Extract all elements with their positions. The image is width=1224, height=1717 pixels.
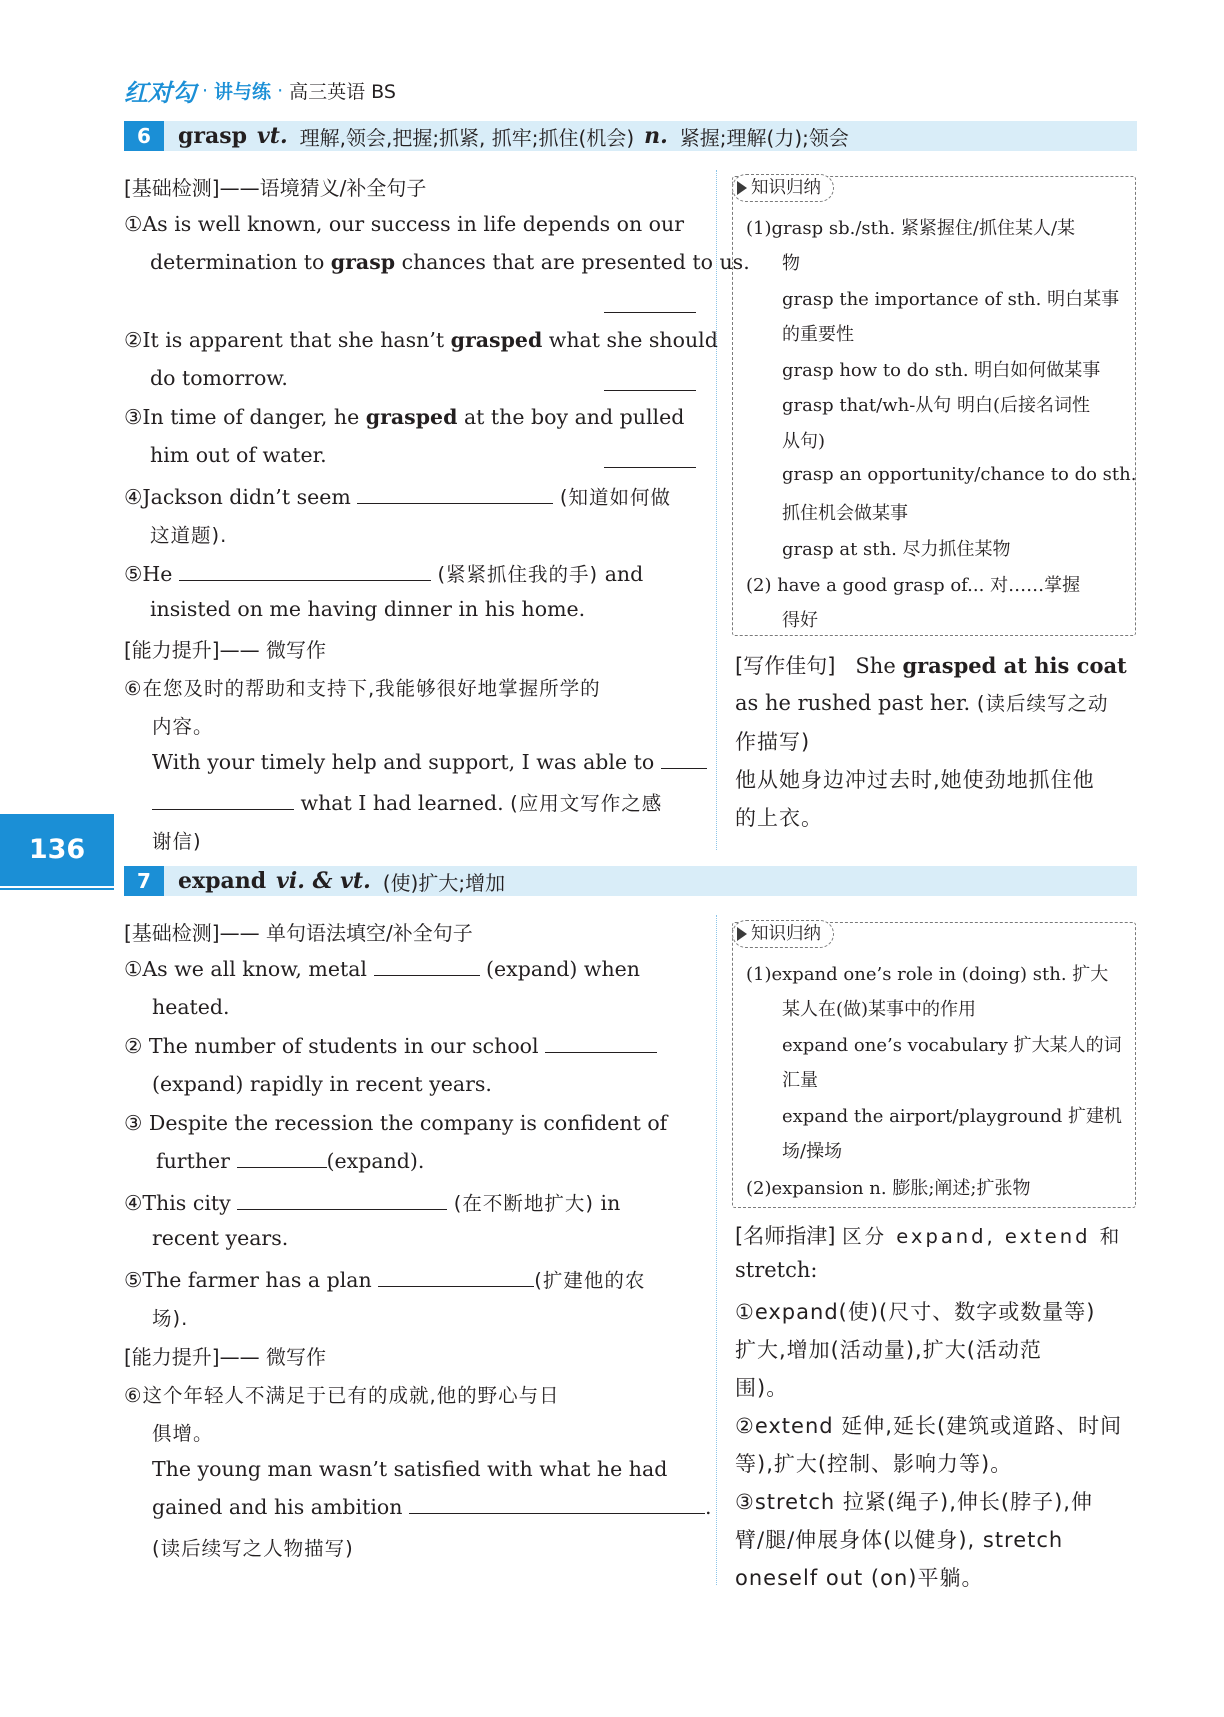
exercise-3-line-2: him out of water. [150,443,327,467]
writing-sentence-line-2: as he rushed past her. (读后续写之动 [735,691,1109,715]
exercise-6-line-2: 俱增。 [152,1422,214,1445]
answer-blank[interactable] [378,1268,534,1287]
knowledge-item: grasp that/wh-从句 明白(后接名词性 [782,395,1091,416]
answer-blank[interactable] [357,485,553,504]
writing-sentence-line-4: 他从她身边冲过去时,她使劲地抓住他 [735,768,1095,792]
writing-sentence-line-5: 的上衣。 [735,806,823,830]
knowledge-item: grasp how to do sth. 明白如何做某事 [782,360,1101,381]
answer-blank[interactable] [237,1149,327,1168]
writing-sentence-line-1: [写作佳句] She grasped at his coat [735,653,1127,678]
column-separator [716,915,717,1585]
teacher-tips-line-2: stretch: [735,1258,818,1282]
exercise-5-line-2: 场). [152,1307,189,1330]
exercise-4-line-2: 这道题). [150,524,228,547]
answer-blank[interactable] [409,1495,705,1514]
play-triangle-icon [737,927,747,941]
answer-blank[interactable] [661,750,707,769]
exercise-6-line-4: what I had learned. (应用文写作之感 [152,788,662,816]
page-number-tab: 136 [0,814,114,886]
exercise-5-line-1: ⑤He (紧紧抓住我的手) and [124,562,644,586]
exercise-6-line-5: 谢信) [152,830,202,853]
exercise-2-line-1: ②It is apparent that she hasn’t grasped what she should [124,328,718,352]
writing-sentence-line-3: 作描写) [735,730,811,754]
exercise-1-line-2: determination to grasp chances that are presented to us. [150,250,750,274]
knowledge-item: grasp the importance of sth. 明白某事 [782,289,1120,310]
exercise-4-line-1: ④This city (在不断地扩大) in [124,1191,621,1215]
knowledge-item: grasp an opportunity/chance to do sth. [782,464,1137,485]
teacher-tips-line-1: [名师指津] 区分 expand, extend 和 [735,1224,1123,1248]
series-name: 讲与练 [214,81,272,103]
knowledge-item: 从句) [782,431,826,452]
knowledge-item: 场/操场 [782,1141,843,1162]
answer-blank[interactable] [374,957,480,976]
exercise-6-line-3: With your timely help and support, I was able to [152,750,707,774]
teacher-tips-line-10: oneself out (on)平躺。 [735,1566,984,1590]
exercise-4-line-2: recent years. [152,1226,289,1250]
exercise-5-line-2: insisted on me having dinner in his home. [150,597,586,621]
basic-test-heading: [基础检测]—— 单句语法填空/补全句子 [124,921,473,945]
exercise-6-line-5: (读后续写之人物描写) [152,1537,354,1560]
section-number: 6 [124,121,164,151]
book-logo: 红对勾 [124,78,196,107]
page-tab-underline [0,888,114,890]
knowledge-item: 抓住机会做某事 [782,503,908,524]
answer-blank[interactable] [237,1191,447,1210]
exercise-6-line-4: gained and his ambition . [152,1495,712,1519]
exercise-1-line-1: ①As is well known, our success in life depends on our [124,212,685,236]
section-7-title-bar: 7 expand vi. & vt. (使)扩大;增加 [124,866,1137,896]
teacher-tips-line-5: 围)。 [735,1376,789,1400]
exercise-6-line-1: ⑥在您及时的帮助和支持下,我能够很好地掌握所学的 [124,677,601,700]
section-6-title-bar: 6 grasp vt. 理解,领会,把握;抓紧, 抓牢;抓住(机会) n. 紧握;理解(力);领会 [124,121,1137,151]
exercise-2-line-2: (expand) rapidly in recent years. [152,1072,492,1096]
exercise-4-line-1: ④Jackson didn’t seem (知道如何做 [124,485,671,509]
running-header: 红对勾 · 讲与练 · 高三英语 BS [124,73,396,108]
answer-blank[interactable] [604,390,696,391]
exercise-6-line-3: The young man wasn’t satisfied with what he had [152,1457,668,1481]
answer-blank[interactable] [152,791,294,810]
knowledge-item: expand the airport/playground 扩建机 [782,1106,1123,1127]
knowledge-item: grasp at sth. 尽力抓住某物 [782,539,1011,560]
knowledge-item: 某人在(做)某事中的作用 [782,999,977,1020]
exercise-3-line-1: ③In time of danger, he grasped at the boy and pulled [124,405,685,429]
teacher-tips-line-3: ①expand(使)(尺寸、数字或数量等) [735,1300,1096,1324]
teacher-tips-line-4: 扩大,增加(活动量),扩大(活动范 [735,1338,1042,1362]
exercise-3-line-1: ③ Despite the recession the company is confident of [124,1111,668,1135]
ability-heading: [能力提升]—— 微写作 [124,638,326,662]
teacher-tips-line-7: 等),扩大(控制、影响力等)。 [735,1452,1013,1476]
knowledge-summary-tag: 知识归纳 [732,174,834,202]
answer-blank[interactable] [604,312,696,313]
answer-blank[interactable] [545,1034,657,1053]
knowledge-item: 的重要性 [782,324,854,345]
exercise-6-line-2: 内容。 [152,715,214,738]
exercise-6-line-1: ⑥这个年轻人不满足于已有的成就,他的野心与日 [124,1384,560,1407]
knowledge-item: 得好 [782,610,818,631]
teacher-tips-line-9: 臂/腿/伸展身体(以健身), stretch [735,1528,1064,1552]
knowledge-item: expand one’s vocabulary 扩大某人的词 [782,1035,1122,1056]
teacher-tips-line-6: ②extend 延伸,延长(建筑或道路、时间 [735,1414,1123,1438]
book-title: 高三英语 BS [289,81,396,103]
knowledge-item: (1)grasp sb./sth. 紧紧握住/抓住某人/某 [746,218,1076,239]
exercise-3-line-2: further (expand). [156,1149,425,1173]
headword: expand [178,868,267,894]
ability-heading: [能力提升]—— 微写作 [124,1345,326,1369]
exercise-5-line-1: ⑤The farmer has a plan (扩建他的农 [124,1268,646,1292]
play-triangle-icon [737,181,747,195]
knowledge-summary-tag: 知识归纳 [732,920,834,948]
teacher-tips-line-8: ③stretch 拉紧(绳子),伸长(脖子),伸 [735,1490,1093,1514]
answer-blank[interactable] [179,562,431,581]
exercise-2-line-1: ② The number of students in our school [124,1034,657,1058]
exercise-1-line-2: heated. [152,995,230,1019]
knowledge-item: 物 [782,253,800,274]
answer-blank[interactable] [604,467,696,468]
headword: grasp [178,123,247,149]
knowledge-item: (1)expand one’s role in (doing) sth. 扩大 [746,964,1109,985]
knowledge-item: (2)expansion n. 膨胀;阐述;扩张物 [746,1178,1031,1199]
exercise-1-line-1: ①As we all know, metal (expand) when [124,957,640,981]
knowledge-item: 汇量 [782,1070,818,1091]
basic-test-heading: [基础检测]——语境猜义/补全句子 [124,176,427,200]
knowledge-item: (2) have a good grasp of... 对……掌握 [746,575,1081,596]
section-number: 7 [124,866,164,896]
exercise-2-line-2: do tomorrow. [150,366,288,390]
